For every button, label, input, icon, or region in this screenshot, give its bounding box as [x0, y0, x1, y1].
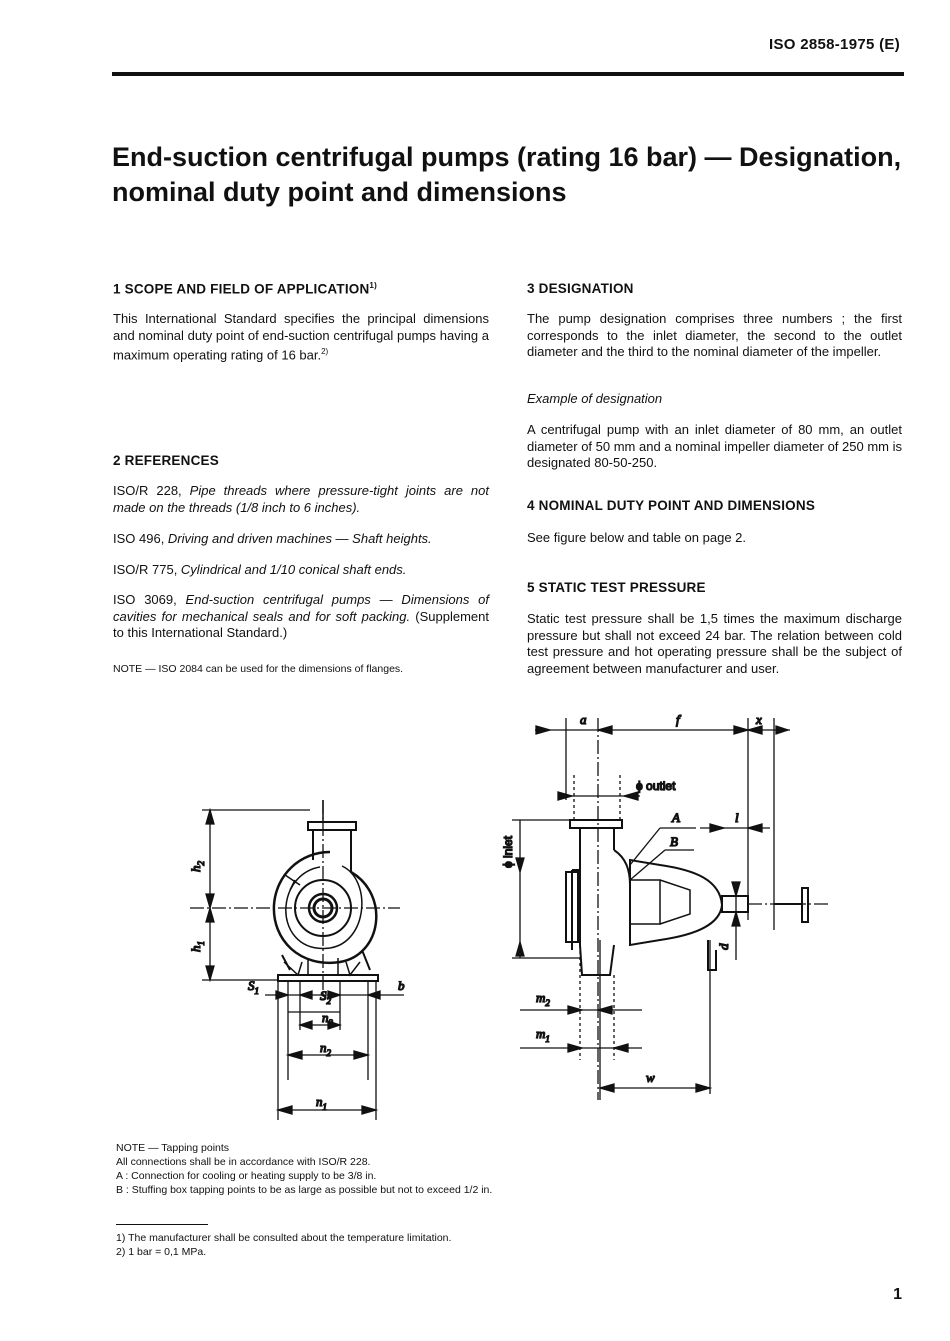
label-A: A — [672, 810, 680, 825]
footnote-rule — [116, 1224, 208, 1225]
label-n3: $n_3$ — [322, 1010, 333, 1028]
label-m1: $m_1$ — [536, 1026, 550, 1044]
height-dimensions — [202, 810, 310, 980]
section-3-text: The pump designation comprises three numbers ; the first corresponds to the inlet diameter, the second to the outlet diameter and the third to the nominal diameter of the impeller. — [527, 311, 902, 359]
label-s2: $S_2$ — [320, 988, 331, 1006]
label-f: f — [676, 712, 680, 727]
figure-notes — [116, 1141, 816, 1197]
label-l: l — [735, 810, 739, 825]
width-dimensions — [265, 981, 404, 1120]
reference-item: ISO 496, Driving and driven machines — Shaft heights. — [113, 531, 432, 546]
figure-note-line: A : Connection for cooling or heating supply to be 3/8 in. — [116, 1170, 377, 1182]
section-4-heading: 4 NOMINAL DUTY POINT AND DIMENSIONS — [527, 498, 816, 513]
label-B: B — [670, 834, 678, 849]
example-label: Example of designation — [527, 391, 663, 406]
example-text: A centrifugal pump with an inlet diameter of 80 mm, an outlet diameter of 50 mm and a nominal impeller diameter of 250 mm is designated 80-50-250. — [527, 422, 902, 470]
section-5-text: Static test pressure shall be 1,5 times the maximum discharge pressure but shall not exceed 24 bar. The relation between cold test pressure and hot operating pressure shall be the subject of agreement between manufacturer and user. — [527, 611, 902, 676]
header-rule — [112, 72, 904, 76]
label-b: b — [398, 978, 405, 993]
reference-item: ISO/R 775, Cylindrical and 1/10 conical shaft ends. — [113, 562, 407, 577]
figure-note-line: All connections shall be in accordance with ISO/R 228. — [116, 1156, 371, 1168]
label-m2: $m_2$ — [536, 990, 550, 1008]
pump-front-view — [190, 800, 400, 1000]
label-phi-inlet: ϕ inlet — [501, 835, 515, 868]
label-d: d — [716, 943, 731, 950]
section-4-text: See figure below and table on page 2. — [527, 530, 747, 545]
reference-item: ISO/R 228, Pipe threads where pressure-tight joints are not made on the threads (1/8 inch to 6 inches). — [113, 483, 489, 515]
figure-note-line: NOTE — Tapping points — [116, 1142, 230, 1154]
label-x: x — [756, 712, 762, 727]
label-a: a — [580, 712, 587, 727]
figure-note-line: B : Stuffing box tapping points to be as large as possible but not to exceed 1/2 in. — [116, 1184, 493, 1196]
label-h1: $h_1$ — [188, 941, 206, 952]
footnote-1: 1) The manufacturer shall be consulted about the temperature limitation. — [116, 1232, 452, 1244]
reference-item: ISO 3069, End-suction centrifugal pumps — Dimensions of cavities for mechanical seals and for soft packing. (Supplement to this International Standard.) — [113, 592, 489, 640]
label-h2: $h_2$ — [188, 861, 206, 872]
section-5-heading: 5 STATIC TEST PRESSURE — [527, 580, 706, 595]
references-note: NOTE — ISO 2084 can be used for the dimensions of flanges. — [113, 663, 404, 675]
section-3-heading: 3 DESIGNATION — [527, 281, 634, 296]
pump-dimension-figure — [190, 700, 830, 1140]
section-1-text: This International Standard specifies the principal dimensions and nominal duty point of end-suction centrifugal pumps having a maximum operating rating of 16 bar.$^{2)}$ — [113, 311, 489, 363]
section-1-heading: 1 SCOPE AND FIELD OF APPLICATION$^{1)}$ — [113, 281, 377, 297]
section-2-heading: 2 REFERENCES — [113, 453, 219, 468]
page-number: 1 — [893, 1286, 902, 1303]
label-n2: $n_2$ — [320, 1040, 331, 1058]
label-w: w — [646, 1070, 655, 1085]
label-phi-outlet: ϕ outlet — [636, 779, 676, 793]
pump-side-view — [512, 718, 830, 1100]
footnotes — [116, 1231, 816, 1259]
document-code: ISO 2858-1975 (E) — [768, 36, 900, 53]
document-title: End-suction centrifugal pumps (rating 16 bar) — Designation, nominal duty point and dimensions — [112, 142, 902, 207]
label-n1: $n_1$ — [316, 1094, 327, 1112]
label-s1: $S_1$ — [248, 978, 259, 996]
footnote-2: 2) 1 bar = 0,1 MPa. — [116, 1246, 207, 1258]
